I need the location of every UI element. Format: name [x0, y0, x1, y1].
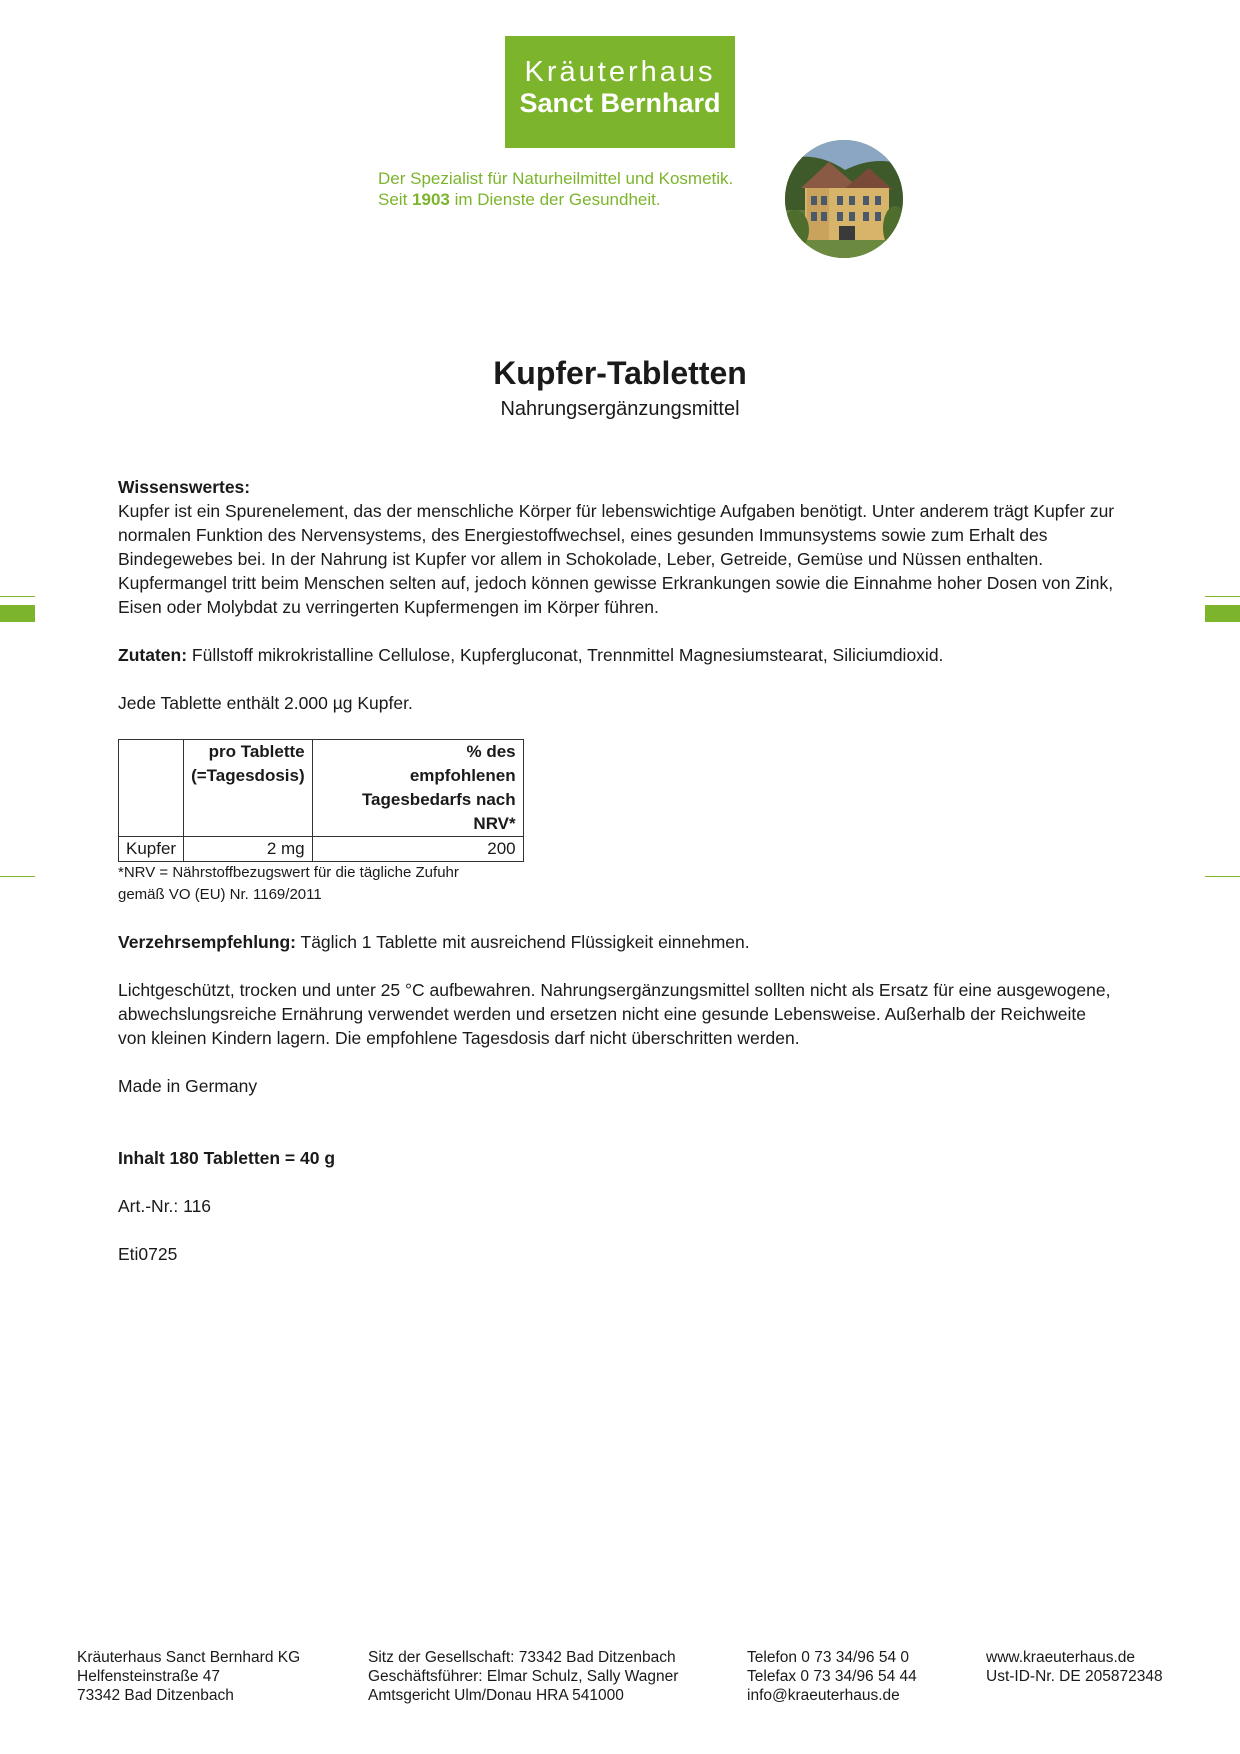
content-per-tablet: Jede Tablette enthält 2.000 µg Kupfer. [118, 693, 413, 713]
table-row [119, 837, 524, 862]
nrv-footnote: *NRV = Nährstoffbezugswert für die tägliche Zufuhr gemäß VO (EU) Nr. 1169/2011 [118, 864, 459, 903]
storage-notice: Lichtgeschützt, trocken und unter 25 °C aufbewahren. Nahrungsergänzungsmittel sollten nicht als Ersatz für eine ausgewogene, abwechslungsreiche Ernährung verwendet werden und ersetzen nicht eine gesunde Lebensweise. Außerhalb der Reichweite von kleinen Kindern lagern. Die empfohlene Tagesdosis darf nicht überschritten werden. [118, 980, 1111, 1048]
nutrition-table [118, 739, 524, 862]
ingredients-text: Füllstoff mikrokristalline Cellulose, Kupfergluconat, Trennmittel Magnesiumstearat, Siliciumdioxid. [187, 645, 944, 665]
footer-company: Kräuterhaus Sanct Bernhard KG Helfensteinstraße 47 73342 Bad Ditzenbach [77, 1649, 301, 1704]
left-marker [0, 605, 35, 622]
logo-line1: Kräuterhaus [524, 56, 716, 88]
ingredients [118, 643, 1118, 667]
table-header-nrv: % des empfohlenen Tagesbedarfs nach NRV* [312, 740, 523, 837]
wissen-heading: Wissenswertes: [118, 477, 251, 497]
phone: Telefon 0 73 34/96 54 0 [747, 1649, 910, 1666]
table-header-empty [119, 740, 184, 837]
label-code: Eti0725 [118, 1244, 178, 1264]
logo-line2: Sanct Bernhard [519, 88, 721, 118]
house-photo [785, 140, 903, 258]
website-link[interactable]: www.kraeuterhaus.de [986, 1649, 1136, 1666]
footer-legal: Sitz der Gesellschaft: 73342 Bad Ditzenbach Geschäftsführer: Elmar Schulz, Sally Wagner Amtsgericht Ulm/Donau HRA 541000 [368, 1649, 679, 1704]
dosage [118, 930, 1118, 954]
table-cell-name: Kupfer [119, 837, 184, 862]
email-link[interactable]: info@kraeuterhaus.de [747, 1687, 900, 1704]
left-fold-line [0, 876, 35, 877]
article-number: Art.-Nr.: 116 [118, 1196, 212, 1216]
dosage-text: Täglich 1 Tablette mit ausreichend Flüssigkeit einnehmen. [295, 932, 750, 952]
ingredients-heading: Zutaten: [118, 645, 188, 665]
right-marker [1205, 605, 1240, 622]
origin: Made in Germany [118, 1076, 258, 1096]
product-description [118, 475, 1118, 1266]
fax: Telefax 0 73 34/96 54 44 [747, 1668, 917, 1685]
product-title: Kupfer-Tabletten [493, 355, 747, 391]
tagline [378, 168, 733, 210]
table-header-per-tablet: pro Tablette (=Tagesdosis) [184, 740, 313, 837]
nutrition-table-header [119, 740, 524, 837]
product-subtitle: Nahrungsergänzungsmittel [500, 398, 740, 420]
package-contents: Inhalt 180 Tabletten = 40 g [118, 1148, 336, 1168]
table-cell-amount: 2 mg [184, 837, 313, 862]
right-marker-line [1205, 596, 1240, 597]
wissen-text: Kupfer ist ein Spurenelement, das der menschliche Körper für lebenswichtige Aufgaben benötigt. Unter anderem trägt Kupfer zur normalen Funktion des Nervensystems, des Energiestoffwechsel, eines gesunden Immunsystems sowie zum Erhalt des Bindegewebes bei. In der Nahrung ist Kupfer vor allem in Schokolade, Leber, Getreide, Gemüse und Nüssen enthalten. Kupfermangel tritt beim Menschen selten auf, jedoch können gewisse Erkrankungen sowie die Einnahme hoher Dosen von Zink, Eisen oder Molybdat zu verringerten Kupfermengen im Körper führen. [118, 501, 1115, 617]
brand-logo [505, 36, 735, 148]
table-cell-nrv: 200 [312, 837, 523, 862]
footer-web [986, 1648, 1163, 1686]
tagline-line1: Der Spezialist für Naturheilmittel und Kosmetik. [378, 169, 734, 188]
right-fold-line [1205, 876, 1240, 877]
dosage-heading: Verzehrsempfehlung: [118, 932, 296, 952]
tagline-line2: Seit 1903 im Dienste der Gesundheit. [378, 190, 661, 209]
left-marker-line [0, 596, 35, 597]
vat-id: Ust-ID-Nr. DE 205872348 [986, 1668, 1163, 1685]
footer-contact [747, 1648, 917, 1705]
tagline-year: 1903 [412, 190, 450, 209]
